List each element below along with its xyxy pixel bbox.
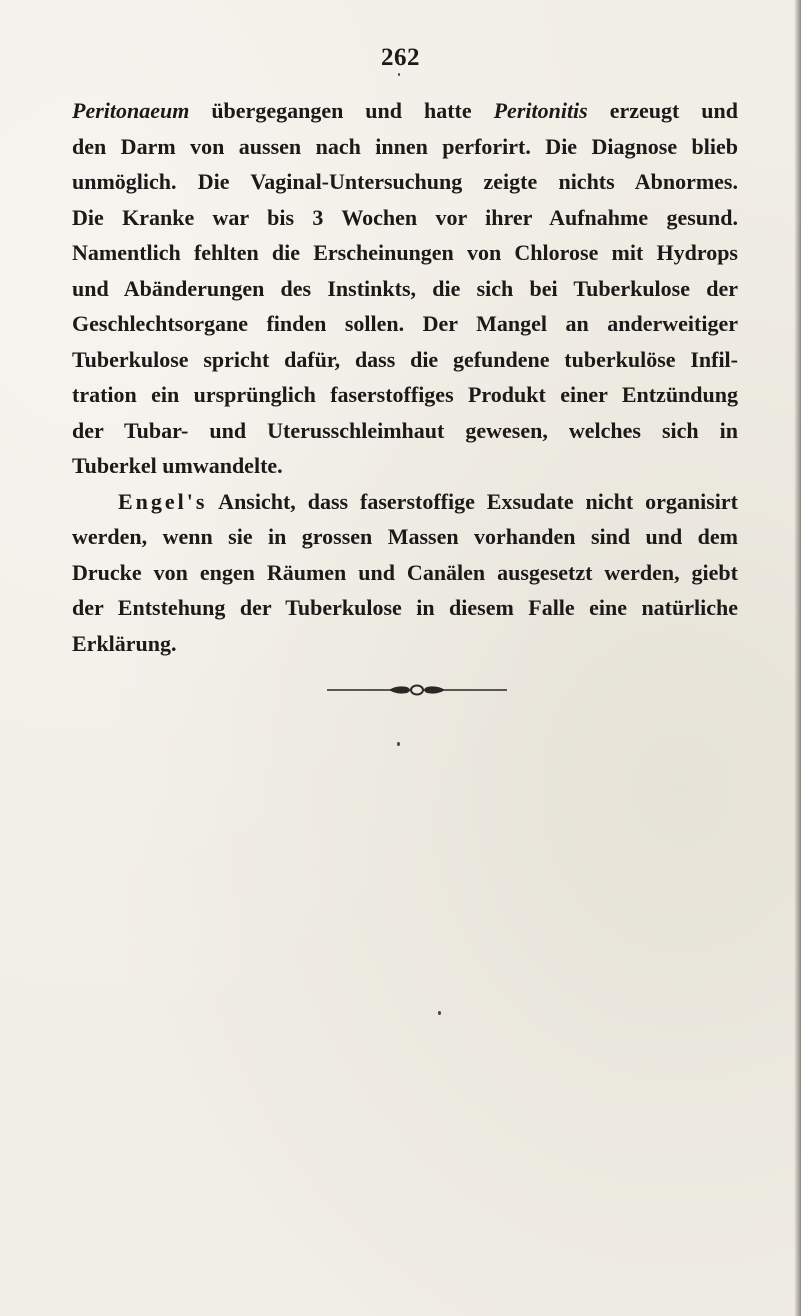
text-line: der Entstehung der Tuberkulose in diesem Falle eine natürliche (72, 595, 738, 620)
text-line: werden, wenn sie in grossen Massen vorhanden sind und dem (72, 524, 738, 549)
text-line: tration ein ursprünglich faserstoffiges Produkt einer Entzündung (72, 382, 738, 407)
page-number: 262 (381, 44, 420, 71)
text-line: Drucke von engen Räumen und Canälen ausgesetzt werden, giebt (72, 559, 738, 585)
text-line: unmöglich. Die Vaginal-Untersuchung zeigte nichts Abnormes. (72, 169, 738, 194)
text-line: den Darm von aussen nach innen perforirt. Die Diagnose blieb (72, 133, 738, 159)
spaced-name: Engel's (118, 488, 208, 514)
text-line (72, 484, 738, 520)
ink-speck (438, 1011, 441, 1015)
paragraph-1 (72, 93, 738, 484)
text-line: Namentlich fehlten die Erscheinungen von Chlorose mit Hydrops (72, 240, 738, 265)
text-line: Tuberkel umwandelte. (72, 453, 283, 478)
text-line (72, 93, 738, 129)
text-line: Erklärung. (72, 630, 177, 656)
text-line: Tuberkulose spricht dafür, dass die gefundene tuberkulöse Infil- (72, 346, 738, 372)
text-span: Ansicht, dass faserstoffige Exsudate nicht organisirt (207, 488, 738, 514)
italic-term: Peritonaeum (72, 98, 190, 123)
ink-speck (398, 73, 400, 76)
text-line: Geschlechtsorgane finden sollen. Der Mangel an anderweitiger (72, 311, 738, 336)
body-text (72, 93, 738, 661)
decorative-rule-ornament-icon (327, 683, 507, 697)
ink-speck (397, 742, 400, 746)
text-span: übergegangen und hatte (189, 98, 494, 123)
text-line: der Tubar- und Uterusschleimhaut gewesen, welches sich in (72, 417, 738, 443)
text-line: und Abänderungen des Instinkts, die sich bei Tuberkulose der (72, 275, 738, 301)
italic-term: Peritonitis (493, 98, 588, 123)
text-span: erzeugt und (587, 98, 739, 123)
page-edge-shadow (794, 0, 801, 1316)
text-line: Die Kranke war bis 3 Wochen vor ihrer Aufnahme gesund. (72, 204, 738, 230)
paragraph-2 (72, 484, 738, 662)
